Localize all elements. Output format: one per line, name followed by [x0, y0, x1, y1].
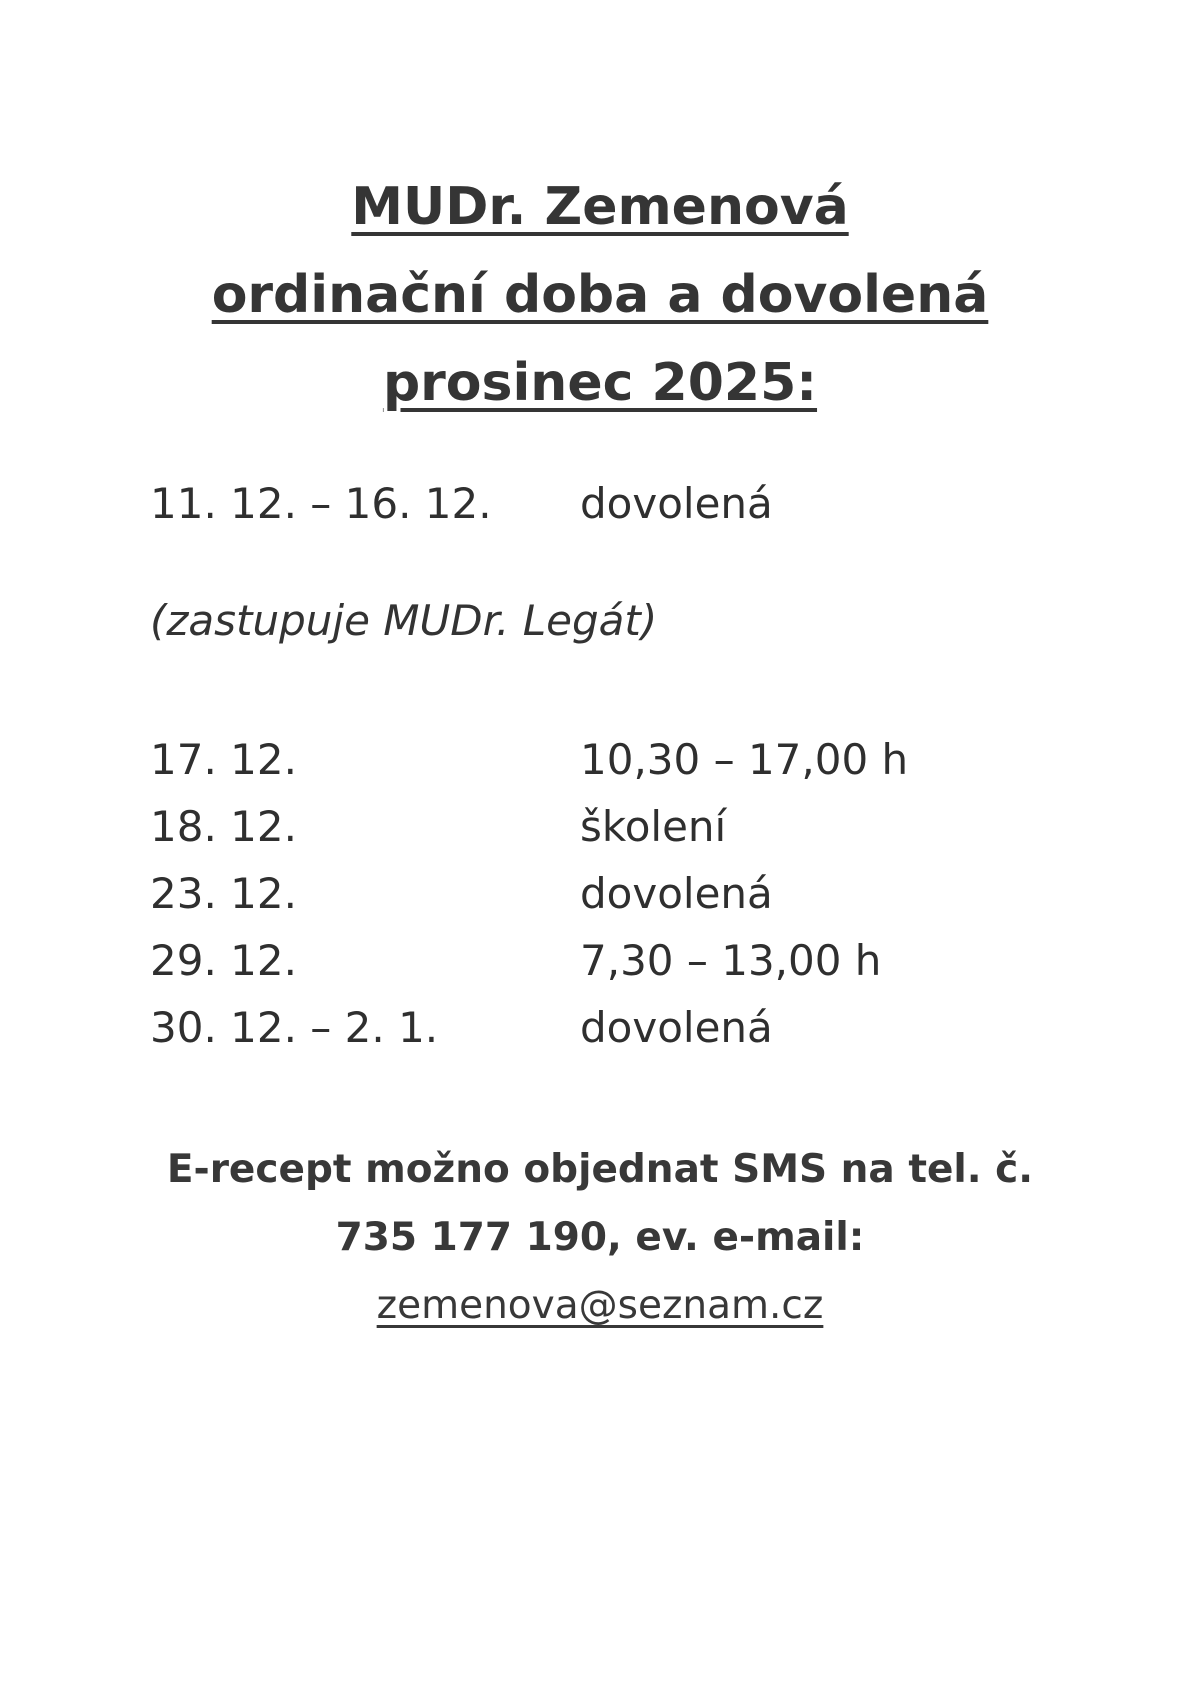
- schedule-value: dovolená: [580, 869, 773, 918]
- schedule-date: 17. 12.: [150, 735, 297, 784]
- schedule-date: 23. 12.: [150, 869, 297, 918]
- schedule-row: [150, 926, 1050, 996]
- schedule-row: [150, 725, 1050, 795]
- title-line-subject: [0, 251, 1200, 339]
- schedule-row: [150, 993, 1050, 1063]
- schedule-date: 18. 12.: [150, 802, 297, 851]
- schedule-date: 29. 12.: [150, 936, 297, 985]
- schedule-value: 7,30 – 13,00 h: [580, 936, 882, 985]
- title-month: prosinec 2025:: [382, 353, 818, 413]
- vacation-entry: [150, 469, 1050, 539]
- contact-info: [0, 1136, 1200, 1340]
- schedule-value: dovolená: [580, 1003, 773, 1052]
- email-line: [0, 1272, 1200, 1340]
- substitute-note: (zastupuje MUDr. Legát): [150, 596, 658, 645]
- vacation-date: 11. 12. – 16. 12.: [150, 479, 492, 528]
- schedule-value: 10,30 – 17,00 h: [580, 735, 909, 784]
- title-subject: ordinační doba a dovolená: [211, 265, 989, 325]
- doctor-name: MUDr. Zemenová: [351, 177, 849, 237]
- schedule-row: [150, 792, 1050, 862]
- e-prescription-text: E-recept možno objednat SMS na tel. č.: [166, 1147, 1034, 1192]
- email-link[interactable]: zemenova@seznam.cz: [376, 1283, 824, 1328]
- title-line-doctor: [0, 163, 1200, 251]
- vacation-label: dovolená: [580, 479, 773, 528]
- title-line-month: [0, 339, 1200, 427]
- schedule-value: školení: [580, 802, 727, 851]
- schedule-row: [150, 859, 1050, 929]
- document-title: [0, 163, 1200, 427]
- schedule-date: 30. 12. – 2. 1.: [150, 1003, 439, 1052]
- phone-text: 735 177 190, ev. e-mail:: [335, 1215, 865, 1260]
